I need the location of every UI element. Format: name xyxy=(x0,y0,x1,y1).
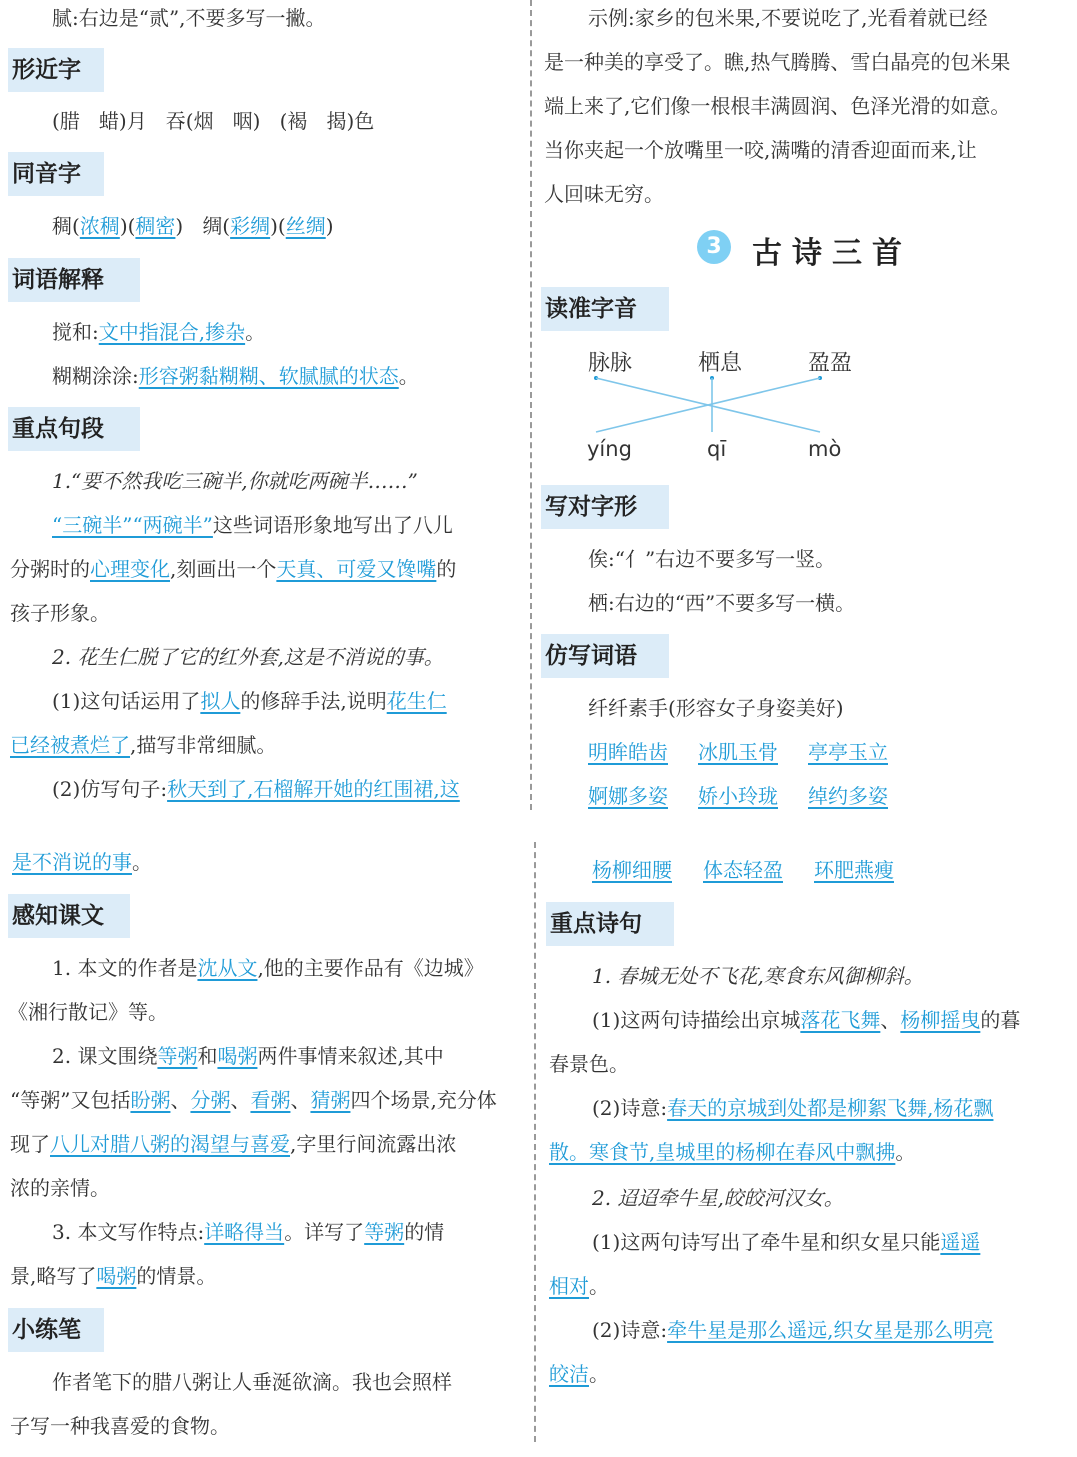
punct: 、 xyxy=(290,1088,311,1112)
punct: 、 xyxy=(230,1088,251,1112)
fangxie-example: 纤纤素手(形容女子身姿美好) xyxy=(588,696,844,720)
answer: 形容粥黏糊糊、软腻腻的状态 xyxy=(138,364,399,388)
text: 和 xyxy=(197,1044,218,1068)
poem-2-text: 2. 迢迢牵牛星,皎皎河汉女。 xyxy=(592,1186,844,1210)
word-3: 盈盈 xyxy=(808,351,853,376)
column-divider-top xyxy=(530,0,532,810)
punct: 、 xyxy=(880,1008,901,1032)
text: 。详写了 xyxy=(284,1220,365,1244)
section-ciyu-heading: 词语解释 xyxy=(8,258,140,302)
answer: 杨柳摇曳 xyxy=(900,1008,981,1032)
answer: 天真、可爱又馋嘴 xyxy=(276,557,437,581)
matching-lines xyxy=(580,370,840,440)
continuation xyxy=(12,848,152,876)
poem-1-2-line2 xyxy=(549,1138,915,1166)
text: 景,略写了 xyxy=(10,1264,97,1288)
example-line-2: 是一种美的享受了。瞧,热气腾腾、雪白晶亮的包米果 xyxy=(544,50,1011,74)
q2-1-line1 xyxy=(52,687,447,715)
text: 的暮 xyxy=(980,1008,1021,1032)
answer: 喝粥 xyxy=(217,1044,258,1068)
column-divider-bottom xyxy=(534,842,536,1442)
answer: 分粥 xyxy=(190,1088,231,1112)
xiedui-1: 俟:“亻”右边不要多写一竖。 xyxy=(588,547,836,571)
text: ,描写非常细腻。 xyxy=(130,733,277,757)
word-2: 栖息 xyxy=(698,351,743,376)
answer: 遥遥 xyxy=(940,1230,981,1254)
q2-1-line2 xyxy=(10,731,276,759)
lesson-title: 古诗三首 xyxy=(752,236,912,271)
answer: 猜粥 xyxy=(310,1088,351,1112)
text: (1)这两句诗写出了牵牛星和织女星只能 xyxy=(592,1230,941,1254)
answer: 彩绸 xyxy=(230,214,271,238)
section-zhongdian-heading: 重点句段 xyxy=(8,407,140,451)
xingjin-row xyxy=(52,107,374,135)
answer: 已经被煮烂了 xyxy=(10,733,130,757)
text: 的 xyxy=(436,557,457,581)
punct: 。 xyxy=(245,320,266,344)
punct: )( xyxy=(119,214,136,238)
ganzhi-2-line4: 浓的亲情。 xyxy=(10,1176,110,1200)
answer: 春天的京城到处都是柳絮飞舞,杨花飘 xyxy=(667,1096,994,1120)
section-shiju-heading: 重点诗句 xyxy=(546,902,674,946)
text: 四个场景,充分体 xyxy=(350,1088,497,1112)
answer: “三碗半”“两碗半” xyxy=(52,513,213,537)
tongyin-char1: 稠( xyxy=(52,214,80,238)
answer: 沈从文 xyxy=(197,956,258,980)
example-line-4: 当你夹起一个放嘴里一咬,满嘴的清香迎面而来,让 xyxy=(544,138,977,162)
tongyin-char2: 绸( xyxy=(202,214,231,238)
poem-2-1-line1 xyxy=(592,1228,980,1256)
text: 两件事情来叙述,其中 xyxy=(257,1044,444,1068)
text: (2)仿写句子: xyxy=(52,777,168,801)
poem-2-1-line2 xyxy=(549,1272,609,1300)
answer: 等粥 xyxy=(364,1220,405,1244)
fangxie-answer: 娇小玲珑 xyxy=(698,784,778,808)
answer: 浓稠 xyxy=(79,214,120,238)
ganzhi-3-line2 xyxy=(10,1262,216,1290)
answer: 看粥 xyxy=(250,1088,291,1112)
punct: ) xyxy=(175,214,184,238)
punct: 。 xyxy=(589,1274,609,1298)
fangxie-answer: 明眸皓齿 xyxy=(588,740,668,764)
answer: 稠密 xyxy=(135,214,176,238)
punct: 。 xyxy=(589,1362,609,1386)
text: 3. 本文写作特点: xyxy=(52,1220,205,1244)
punct: 。 xyxy=(398,364,419,388)
q2-2-line xyxy=(52,775,460,803)
xingjin-a2: 蜡)月 xyxy=(98,109,147,133)
poem-1-2-line1 xyxy=(592,1094,993,1122)
answer: 是不消说的事 xyxy=(12,850,132,874)
xiaolian-line1: 作者笔下的腊八粥让人垂涎欲滴。我也会照样 xyxy=(52,1370,452,1394)
xiaolian-line2: 子写一种我喜爱的食物。 xyxy=(10,1414,230,1438)
text: ,刻画出一个 xyxy=(170,557,277,581)
xingjin-c1: (褐 xyxy=(279,109,308,133)
poem-1-text: 1. 春城无处不飞花,寒食东风御柳斜。 xyxy=(592,964,924,988)
poem-1-1-line2: 春景色。 xyxy=(549,1052,629,1076)
pinyin-3: mò xyxy=(808,437,842,461)
fangxie-answer: 亭亭玉立 xyxy=(808,740,888,764)
example-line-1: 示例:家乡的包米果,不要说吃了,光看着就已经 xyxy=(588,6,988,30)
q1-line1 xyxy=(52,511,453,539)
answer: 心理变化 xyxy=(90,557,170,581)
xingjin-b1: 吞(烟 xyxy=(165,109,214,133)
ganzhi-1-line2: 《湘行散记》等。 xyxy=(8,1000,168,1024)
example-line-5: 人回味无穷。 xyxy=(544,182,664,206)
q1-text: 1.“要不然我吃三碗半,你就吃两碗半……” xyxy=(52,469,418,493)
ganzhi-3-line1 xyxy=(52,1218,444,1246)
answer: 落花飞舞 xyxy=(800,1008,881,1032)
section-duzhun-heading: 读准字音 xyxy=(541,287,669,331)
answer: 详略得当 xyxy=(204,1220,285,1244)
punct: 、 xyxy=(170,1088,191,1112)
fangxie-answer: 体态轻盈 xyxy=(703,858,783,882)
ganzhi-2-line1 xyxy=(52,1042,444,1070)
text: “等粥”又包括 xyxy=(10,1088,131,1112)
fangxie-answer: 冰肌玉骨 xyxy=(698,740,778,764)
section-xingjinzi-heading: 形近字 xyxy=(8,48,104,92)
answer: 丝绸 xyxy=(285,214,326,238)
text: 的修辞手法,说明 xyxy=(240,689,387,713)
fangxie-answer: 环肥燕瘦 xyxy=(814,858,894,882)
xingjin-c2: 揭)色 xyxy=(326,109,375,133)
ganzhi-2-line3 xyxy=(10,1130,456,1158)
word-1: 脉脉 xyxy=(588,351,633,376)
punct: )( xyxy=(270,214,286,238)
example-line-3: 端上来了,它们像一根根丰满圆润、色泽光滑的如意。 xyxy=(544,94,1011,118)
text: 2. 课文围绕 xyxy=(52,1044,158,1068)
section-ganzhi-heading: 感知课文 xyxy=(8,894,130,938)
text: (2)诗意: xyxy=(592,1318,668,1342)
xingjin-b2: 咽) xyxy=(232,109,261,133)
ciyu-item-1 xyxy=(52,318,265,346)
answer: 秋天到了,石榴解开她的红围裙,这 xyxy=(167,777,460,801)
section-fangxie-heading: 仿写词语 xyxy=(541,634,669,678)
answer: 相对 xyxy=(549,1274,589,1298)
tongyin-row xyxy=(52,212,334,240)
section-tongyinzi-heading: 同音字 xyxy=(8,152,104,196)
text: 分粥时的 xyxy=(10,557,90,581)
answer: 散。寒食节,皇城里的杨柳在春风中飘拂 xyxy=(549,1140,896,1164)
text: ,他的主要作品有《边城》 xyxy=(257,956,484,980)
answer: 盼粥 xyxy=(130,1088,171,1112)
answer: 花生仁 xyxy=(386,689,447,713)
text: 的情景。 xyxy=(136,1264,217,1288)
answer: 皎洁 xyxy=(549,1362,589,1386)
pinyin-1: yíng xyxy=(587,437,632,461)
text: (2)诗意: xyxy=(592,1096,668,1120)
note-ni: 腻:右边是“贰”,不要多写一撇。 xyxy=(52,6,326,30)
text: 现了 xyxy=(10,1132,50,1156)
label: 糊糊涂涂: xyxy=(52,364,139,388)
answer: 牵牛星是那么遥远,织女星是那么明亮 xyxy=(667,1318,994,1342)
punct: 。 xyxy=(132,850,152,874)
text: ,字里行间流露出浓 xyxy=(290,1132,457,1156)
answer: 文中指混合,掺杂 xyxy=(98,320,246,344)
xiedui-2: 栖:右边的“西”不要多写一横。 xyxy=(588,591,856,615)
punct: 。 xyxy=(895,1140,916,1164)
fangxie-answer: 婀娜多姿 xyxy=(588,784,668,808)
section-xiaolianbi-heading: 小练笔 xyxy=(8,1308,104,1352)
text: 这些词语形象地写出了八儿 xyxy=(212,513,453,537)
text: (1)这句话运用了 xyxy=(52,689,201,713)
lesson-number-badge: 3 xyxy=(697,230,731,264)
pinyin-2: qī xyxy=(707,437,727,461)
answer: 等粥 xyxy=(157,1044,198,1068)
xingjin-a1: (腊 xyxy=(52,109,80,133)
poem-1-1-line1 xyxy=(592,1006,1020,1034)
q2-text: 2. 花生仁脱了它的红外套,这是不消说的事。 xyxy=(52,645,444,669)
fangxie-answer: 绰约多姿 xyxy=(808,784,888,808)
punct: ) xyxy=(325,214,334,238)
answer: 八儿对腊八粥的渴望与喜爱 xyxy=(50,1132,290,1156)
text: (1)这两句诗描绘出京城 xyxy=(592,1008,801,1032)
q1-line2 xyxy=(10,555,456,583)
section-xiedui-heading: 写对字形 xyxy=(541,485,669,529)
poem-2-2-line2 xyxy=(549,1360,609,1388)
answer: 拟人 xyxy=(200,689,241,713)
q1-line3: 孩子形象。 xyxy=(10,601,110,625)
ganzhi-1-line1 xyxy=(52,954,484,982)
label: 搅和: xyxy=(52,320,99,344)
text: 的情 xyxy=(404,1220,445,1244)
ciyu-item-2 xyxy=(52,362,419,390)
text: 1. 本文的作者是 xyxy=(52,956,198,980)
fangxie-answer: 杨柳细腰 xyxy=(592,858,672,882)
ganzhi-2-line2 xyxy=(10,1086,497,1114)
poem-2-2-line1 xyxy=(592,1316,993,1344)
answer: 喝粥 xyxy=(96,1264,137,1288)
